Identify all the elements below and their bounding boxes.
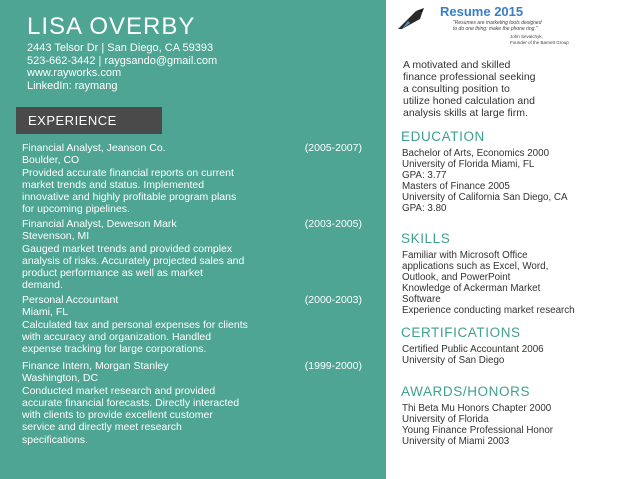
job-title: Personal Accountant [22, 294, 119, 306]
job-dates: (2000-2003) [304, 294, 362, 306]
job-location: Miami, FL [22, 306, 69, 319]
summary [403, 59, 603, 119]
skills-heading: SKILLS [401, 231, 451, 246]
job-entry [22, 218, 362, 292]
awards-heading: AWARDS/HONORS [401, 384, 531, 399]
job-desc-line: Gauged market trends and provided complex [22, 242, 233, 255]
job-desc-line: Calculated tax and personal expenses for clients [22, 318, 248, 331]
skills-line: Familiar with Microsoft Office [402, 250, 528, 261]
job-entry [22, 360, 362, 446]
job-desc-line: for upcoming pipelines. [22, 203, 130, 216]
skills-line: Knowledge of Ackerman Market [402, 283, 541, 294]
certifications-line: Certified Public Accountant 2006 [402, 344, 544, 355]
job-title: Financial Analyst, Deweson Mark [22, 218, 177, 230]
skills-line: Experience conducting market research [402, 305, 575, 316]
education-line: Masters of Finance 2005 [402, 181, 510, 192]
fountain-pen-icon [396, 7, 426, 31]
job-header [22, 294, 362, 306]
job-desc-line: specifications. [22, 433, 88, 446]
awards-line: Thi Beta Mu Honors Chapter 2000 [402, 403, 552, 414]
address: 2443 Telsor Dr | San Diego, CA 59393 [27, 42, 214, 54]
summary-line: utilize honed calculation and [403, 95, 535, 107]
certifications-line: University of San Diego [402, 355, 505, 366]
summary-line: finance professional seeking [403, 71, 536, 83]
job-header [22, 218, 362, 230]
job-location: Washington, DC [22, 372, 99, 385]
job-dates: (2003-2005) [304, 218, 362, 230]
job-desc-line: Provided accurate financial reports on current [22, 166, 234, 179]
summary-line: a consulting position to [403, 83, 510, 95]
job-header [22, 142, 362, 154]
education-line: University of Florida Miami, FL [402, 159, 535, 170]
candidate-name: LISA OVERBY [27, 13, 196, 40]
logo-quote [453, 20, 542, 32]
job-desc-line: product performance as well as market [22, 267, 203, 280]
logo-quote-line: to do one thing: make the phone ring." [453, 26, 538, 32]
contact-block [27, 42, 217, 92]
job-location: Boulder, CO [22, 154, 80, 167]
logo-author [510, 34, 569, 45]
job-desc-line: with accuracy and organization. Handled [22, 330, 212, 343]
phone-email: 523-662-3442 | raygsando@gmail.com [27, 54, 218, 67]
job-header [22, 360, 362, 372]
skills-line: Software [402, 294, 441, 305]
logo-title: Resume 2015 [440, 4, 524, 19]
job-entry [22, 142, 362, 216]
education-line: GPA: 3.77 [402, 170, 447, 181]
education-body [402, 148, 568, 214]
logo-author-line: Founder of the Barnett Group [510, 39, 569, 45]
skills-line: Outlook, and PowerPoint [402, 272, 511, 283]
awards-line: Young Finance Professional Honor [402, 425, 554, 436]
job-desc-line: demand. [22, 279, 63, 292]
job-desc-line: analysis of risks. Accurately projected sales and [22, 254, 245, 267]
job-desc-line: Conducted market research and provided [22, 384, 216, 397]
education-line: University of California San Diego, CA [402, 192, 568, 203]
certifications-heading: CERTIFICATIONS [401, 325, 521, 340]
awards-line: University of Florida [402, 414, 489, 425]
awards-line: University of Miami 2003 [402, 436, 510, 447]
job-location: Stevenson, MI [22, 230, 90, 243]
education-heading: EDUCATION [401, 129, 485, 144]
logo-quote-line: "Resumes are marketing tools designed [453, 20, 542, 26]
experience-heading: EXPERIENCE [16, 107, 162, 134]
logo-author-line: John Sevalchyk, [510, 34, 543, 39]
job-dates: (1999-2000) [304, 360, 362, 372]
job-desc-line: service and directly meet research [22, 421, 182, 434]
job-desc-line: expense tracking for large corporations. [22, 343, 207, 356]
job-desc-line: accurate financial forecasts. Directly interacted [22, 396, 240, 409]
website: www.rayworks.com [27, 67, 122, 79]
job-title: Financial Analyst, Jeanson Co. [22, 142, 166, 154]
summary-line: analysis skills at large firm. [403, 107, 528, 119]
job-desc-line: market trends and status. Implemented [22, 178, 205, 191]
job-dates: (2005-2007) [304, 142, 362, 154]
job-entry [22, 294, 362, 355]
skills-body [402, 250, 575, 316]
summary-line: A motivated and skilled [403, 59, 511, 71]
linkedin: LinkedIn: raymang [27, 79, 118, 92]
education-line: GPA: 3.80 [402, 203, 447, 214]
awards-body [402, 403, 553, 447]
job-desc-line: with clients to provide excellent customer [22, 409, 213, 422]
education-line: Bachelor of Arts, Economics 2000 [402, 148, 550, 159]
job-desc-line: innovative and highly profitable program plans [22, 191, 237, 204]
skills-line: applications such as Excel, Word, [402, 261, 549, 272]
certifications-body [402, 344, 544, 366]
job-title: Finance Intern, Morgan Stanley [22, 360, 169, 372]
